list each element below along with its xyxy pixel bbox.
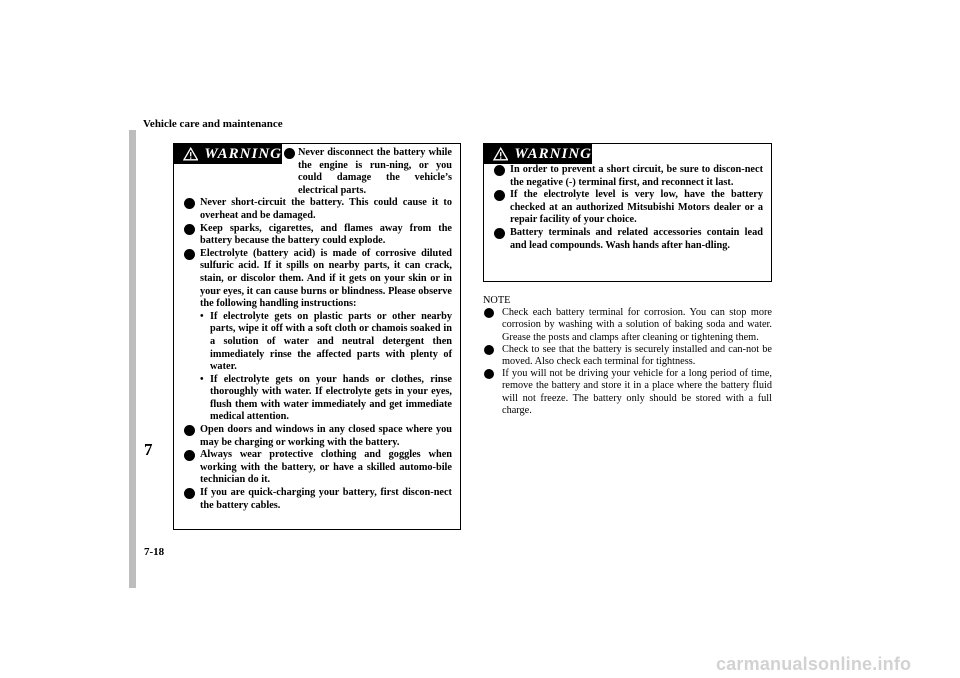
warning-item: [484, 164, 771, 189]
bullet-icon: [184, 450, 195, 461]
note-item: [483, 368, 772, 417]
warning-text: Never short-circuit the battery. This could cause it to overheat and be damaged.: [200, 197, 452, 221]
warning-text: Open doors and windows in any closed space where you may be charging or working with the battery.: [200, 424, 452, 448]
bullet-icon: [494, 190, 505, 201]
warning-subitem: [200, 374, 452, 424]
bullet-icon: [494, 165, 505, 176]
warning-subitem: [200, 311, 452, 374]
note-list: [483, 307, 772, 417]
warning-item: [484, 189, 771, 227]
warning-header: [484, 144, 592, 164]
warning-item: [174, 248, 460, 424]
warning-item: [174, 424, 460, 449]
chapter-side-bar: [129, 130, 136, 588]
bullet-icon: [184, 488, 195, 499]
watermark-text: carmanualsonline.info: [716, 654, 912, 674]
warning-triangle-icon: [493, 147, 508, 161]
warning-text: Never disconnect the battery while the engine is run-ning, or you could damage the vehicle’s electrical parts.: [298, 147, 452, 196]
bullet-icon: [484, 369, 494, 379]
page-number: 7-18: [144, 546, 165, 558]
warning-text: If you are quick-charging your battery, first discon-nect the battery cables.: [200, 487, 452, 511]
note-text: Check to see that the battery is securely installed and can-not be moved. Also check each terminal for tightness.: [502, 343, 772, 368]
bullet-icon: [184, 249, 195, 260]
note-item: [483, 344, 772, 368]
bullet-icon: [184, 224, 195, 235]
note-title: NOTE: [483, 295, 511, 306]
warning-label: WARNING: [204, 145, 282, 162]
warning-subtext: If electrolyte gets on your hands or clothes, rinse thoroughly with water. If electrolyte gets in your eyes, flush them with water immediately and get immediate medical attention.: [210, 373, 452, 423]
note-item: [483, 307, 772, 344]
warning-text: If the electrolyte level is very low, have the battery checked at an authorized Mitsubishi Motors dealer or a repair facility of your choice.: [510, 189, 763, 226]
warning-text: Battery terminals and related accessories contain lead and lead compounds. Wash hands after han-dling.: [510, 226, 763, 251]
warning-list-left: [174, 147, 460, 512]
warning-box-right: [483, 143, 772, 282]
bullet-icon: [184, 198, 195, 209]
warning-item: [174, 449, 460, 487]
warning-item: [484, 227, 771, 252]
page-header-title: Vehicle care and maintenance: [143, 118, 283, 130]
warning-text: Electrolyte (battery acid) is made of corrosive diluted sulfuric acid. If it spills on nearby parts, it can crack, stain, or discolor them. And if it gets on your skin or in your eyes, it can cause burns or blindness. Please observe the following handling instructions:: [200, 247, 452, 310]
note-text: If you will not be driving your vehicle for a long period of time, remove the battery and store it in a place where the battery fluid will not freeze. The battery only should be stored with a full charge.: [502, 368, 772, 416]
bullet-icon: [494, 228, 505, 239]
warning-text: Always wear protective clothing and goggles when working with the battery, or have a skilled automo-bile technician do it.: [200, 449, 452, 486]
bullet-icon: [184, 425, 195, 436]
note-block: [483, 295, 772, 417]
warning-item: [174, 487, 460, 512]
warning-box-left: [173, 143, 461, 530]
warning-item: [274, 147, 460, 197]
warning-item: [174, 197, 460, 222]
sub-bullet-icon: •: [200, 310, 204, 322]
bullet-icon: [484, 308, 494, 318]
warning-text: In order to prevent a short circuit, be sure to discon-nect the negative (-) terminal first, and reconnect it last.: [510, 164, 763, 188]
bullet-icon: [284, 148, 295, 159]
warning-label: WARNING: [514, 145, 592, 162]
note-text: Check each battery terminal for corrosion. You can stop more corrosion by washing with a solution of baking soda and water. Grease the posts and clamps after cleaning or tightening them.: [502, 307, 772, 343]
chapter-tab-number: 7: [144, 440, 153, 459]
sub-bullet-icon: •: [200, 373, 204, 385]
warning-text: Keep sparks, cigarettes, and flames away from the battery because the battery could explode.: [200, 222, 452, 247]
warning-list-right: [484, 164, 771, 252]
bullet-icon: [484, 345, 494, 355]
warning-subtext: If electrolyte gets on plastic parts or other nearby parts, wipe it off with a soft cloth or chamois soaked in a solution of water and neutral detergent then immediately rinse the affected parts with plenty of water.: [210, 310, 452, 373]
warning-item: [174, 223, 460, 248]
